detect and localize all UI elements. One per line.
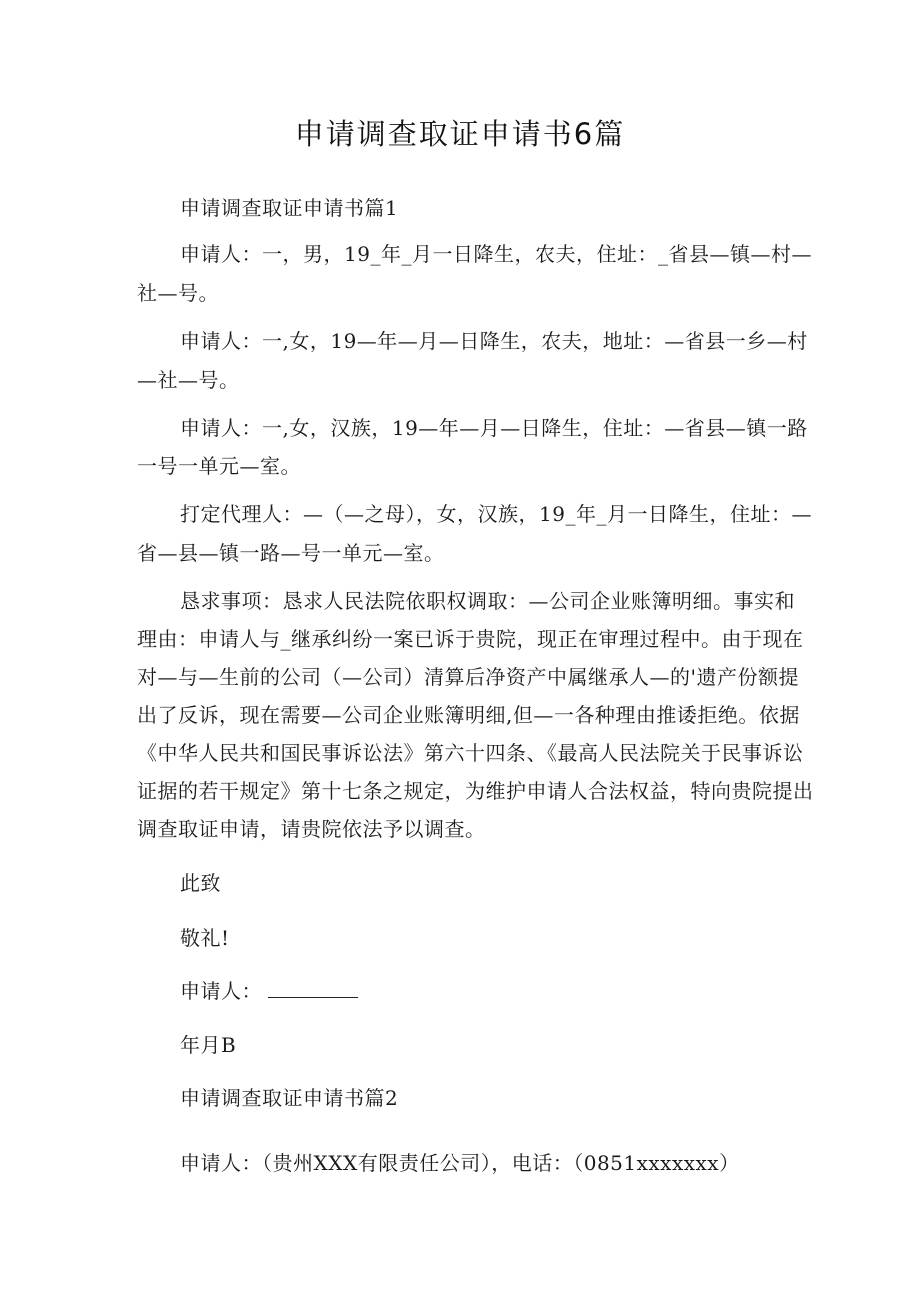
applicant-2-line-2: —社—号。 (137, 368, 240, 392)
applicant-2-line-1: 申请人：一,女，19—年—月—日降生，农夫，地址：—省县一乡—村 (180, 329, 808, 353)
applicant-1-line-2: 社—号。 (137, 281, 219, 305)
section-heading-2: 申请调查取证申请书篇2 (180, 1086, 399, 1110)
section-heading-1: 申请调查取证申请书篇1 (180, 196, 399, 220)
request-line-5: 《中华人民共和国民事诉讼法》第六十四条、《最高人民法院关于民事诉讼 (137, 741, 804, 765)
signature-label: 申请人： (180, 979, 262, 1003)
closing-salutation: 此致 (180, 871, 221, 895)
request-line-3: 对—与—生前的公司（—公司）清算后净资产中属继承人—的'遗产份额提 (137, 665, 799, 689)
request-line-6: 证据的若干规定》第十七条之规定，为维护申请人合法权益，特向贵院提出 (137, 779, 814, 803)
agent-line-1: 打定代理人：—（—之母），女，汉族，19_年_月一日降生，住址：— (180, 502, 812, 526)
agent-line-2: 省—县—镇一路—号一单元—室。 (137, 541, 445, 565)
signature-line (180, 977, 358, 1005)
section-2-applicant-line: 申请人：（贵州XXX有限责任公司），电话：（0851xxxxxxx） (180, 1151, 740, 1175)
closing-regards: 敬礼! (180, 926, 230, 950)
page-title: 申请调查取证申请书6篇 (294, 117, 626, 151)
date-line: 年月B (180, 1033, 237, 1057)
request-line-4: 出了反诉，现在需要—公司企业账簿明细,但—一各种理由推诿拒绝。依据 (137, 703, 800, 727)
applicant-3-line-2: 一号一单元—室。 (137, 454, 301, 478)
request-line-2: 理由：申请人与_继承纠纷一案已诉于贵院，现正在审理过程中。由于现在 (137, 627, 804, 651)
applicant-1-line-1: 申请人：一，男，19_年_月一日降生，农夫，住址：_省县—镇—村— (180, 242, 812, 266)
signature-blank (268, 981, 358, 998)
applicant-3-line-1: 申请人：一,女，汉族，19—年—月—日降生，住址：—省县—镇一路 (180, 416, 808, 440)
request-line-1: 恳求事项：恳求人民法院依职权调取：—公司企业账簿明细。事实和 (180, 589, 795, 613)
request-line-7: 调查取证申请，请贵院依法予以调查。 (137, 817, 486, 841)
